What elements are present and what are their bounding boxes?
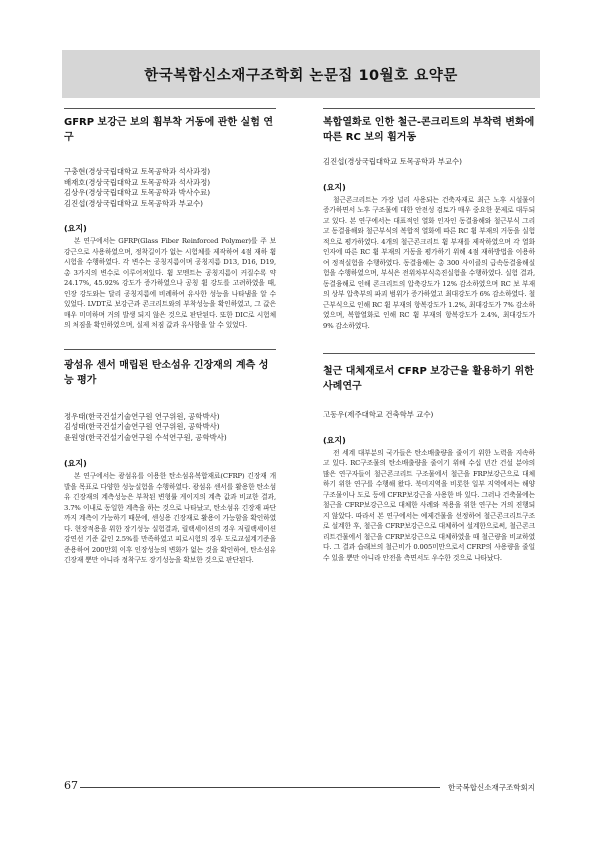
abstract-heading: (요지) bbox=[64, 224, 87, 233]
article-optical-fiber bbox=[64, 349, 276, 566]
author: 김진섭(경상국립대학교 토목공학과 부교수) bbox=[64, 198, 203, 208]
article-combined-deterioration bbox=[323, 108, 535, 331]
article-gfrp bbox=[64, 108, 276, 331]
abstract-text: 전 세계 대부분의 국가들은 탄소배출량을 줄이기 위한 노력을 지속하고 있다. RC구조물의 탄소배출량을 줄이기 위해 수십 년간 건설 분야의 많은 연구자들이 철근콘크리트 구조물에서 철근을 FRP보강근으로 대체하기 위한 연구를 수행해 왔다. 북미지역을 비롯한 일부 지역에서는 해양구조물이나 도로 등에 CFRP보강근을 사용한 바 있다. 그러나 건축물에는 철근을 CFRP보강근으로 대체한 사례와 적용을 위한 연구는 거의 진행되지 않았다. 따라서 본 연구에서는 예제건물을 선정하여 철근콘크리트구조로 설계한 후, 철근을 CFRP보강근으로 대체하여 설계한으로써, 철근콘크리트건물에서 철근을 CFRP보강근으로 대체하였을 때 철근량을 비교하였다. 그 결과 습래브의 철근비가 0.005미만으로서 CFRP의 사용량을 줄일 수 있을 뿐만 아니라 안전을 측면서도 우수한 것으로 나타났다. bbox=[323, 448, 535, 562]
author-list bbox=[64, 412, 276, 444]
author: 배재호(경상국립대학교 토목공학과 석사과정) bbox=[64, 177, 211, 187]
left-column bbox=[64, 108, 276, 566]
article-title: 복합열화로 인한 철근-콘크리트의 부착력 변화에 따른 RC 보의 휨거동 bbox=[323, 117, 535, 143]
abstract-heading: (요지) bbox=[64, 459, 87, 468]
author: 김성태(한국건설기술연구원 연구위원, 공학박사) bbox=[64, 422, 220, 431]
footer-rule bbox=[80, 787, 440, 788]
abstract-text: 본 연구에서는 GFRP(Glass Fiber Reinforced Polymer)를 주 보강근으로 사용하였으며, 정착길이가 없는 시험체를 제작하여 4점 재하 휨시험을 수행하였다. 각 변수는 공칭지름이며 공칭지름 D13, D16, D19, 총 3가지의 변수로 이루어져있다. 휨 모멘트는 공칭지름이 커질수록 약24.17%, 45.92% 강도가 증가하였으나 공칭 휨 강도를 고려하였을 때, 인장 강도와는 달리 공칭지름에 비례하여 유사한 성능을 나타냄을 알 수 있었다. LVDT로 보강근과 콘크리트와의 부착성능을 확인하였고, 그 값은 매우 미미하며 거의 발생 되지 않은 것으로 판단된다. 또한 DIC로 시험체의 처짐을 확인하였으며, 실제 처짐 값과 유사함을 알 수 있었다. bbox=[64, 237, 276, 329]
author: 고동우(제주대학교 건축학부 교수) bbox=[323, 410, 434, 419]
abstract-text: 철근콘크리트는 가장 널리 사용되는 건축자재로 최근 노후 시설물이 증가하면서 노후 구조물에 대한 안전성 검토가 매우 중요한 문제로 대두되고 있다. 본 연구에서는 대표적인 열화 인자인 동결융해와 철근부식 그리고 동결융해와 철근부식의 복합적 열화에 따른 RC 휨 부재의 거동을 실험적으로 평가하였다. 4개의 철근콘크리트 휨 부재를 제작하였으며 각 열화인자에 따른 RC 휨 부재의 거동을 평가하기 위해 4점 재하방법을 이용하여 정적실험을 수행하였다. 동결융해는 총 300 사이클의 급속동결융해실험을 수행하였으며, 부식은 전위차부식촉진실험을 수행하였다. 실험 결과, 동결융해로 인해 콘크리트의 압축강도가 12% 감소하였으며 RC 보 부재의 상부 압축부의 파괴 범위가 증가하였고 최대강도가 6% 감소하였다. 철근부식으로 인해 RC 휨 부재의 항복강도가 1.2%, 최대강도가 7% 감소하였으며, 복합열화로 인해 RC 휨 부재의 항복강도가 2.4%, 최대강도가 9% 감소하였다. bbox=[323, 195, 535, 330]
page-number: 67 bbox=[64, 779, 78, 792]
abstract-heading: (요지) bbox=[323, 435, 346, 445]
author: 김상우(경상국립대학교 토목공학과 박사수료) bbox=[64, 188, 211, 197]
article-cfrp-case-study bbox=[323, 353, 535, 563]
right-column bbox=[323, 108, 535, 563]
author-list bbox=[323, 157, 535, 168]
journal-name: 한국복합신소재구조학회지 bbox=[448, 783, 535, 792]
author-list bbox=[323, 410, 535, 421]
header-banner bbox=[62, 50, 540, 98]
author-list bbox=[64, 167, 276, 209]
author: 윤원영(한국건설기술연구원 수석연구원, 공학박사) bbox=[64, 432, 227, 442]
article-title: GFRP 보강근 보의 휨부착 거동에 관한 실험 연구 bbox=[64, 117, 273, 143]
author: 김진섭(경상국립대학교 토목공학과 부교수) bbox=[323, 157, 462, 166]
article-title: 철근 대체재로서 CFRP 보강근을 활용하기 위한 사례연구 bbox=[323, 366, 534, 392]
abstract-heading: (요지) bbox=[323, 182, 346, 192]
abstract-text: 본 연구에서는 광섬유를 이용한 탄소섬유복합재료(CFRP) 긴장재 개발을 목표로 다양한 성능실험을 수행하였다. 광섬유 센서를 활용한 탄소섬유 긴장재의 계측성능은 부착된 변형률 게이지의 계측 값과 비교한 결과, 3.7% 이내로 동일한 계측을 하는 것으로 나타났고, 탄소섬유 긴장재 파단까지 계측이 가능하기 때문에, 센싱용 긴장재로 활용이 가능함을 확인하였다. 현장적용을 위한 장기성능 실험결과, 릴랙세이션의 경우 저릴랙세이션 강연선 기준 값인 2.5%를 만족하였고 피로시험의 경우 도로교설계기준을 준용하여 200만회 이후 인장성능의 변화가 없는 것을 확인하여, 탄소섬유 긴장재 뿐만 아니라 정착구도 장기성능을 확보한 것으로 판단된다. bbox=[64, 472, 276, 564]
page-title: 한국복합신소재구조학회 논문집 10월호 요약문 bbox=[144, 67, 458, 84]
article-title: 광섬유 센서 매립된 탄소섬유 긴장재의 계측 성능 평가 bbox=[64, 359, 269, 386]
author: 정우태(한국건설기술연구원 연구위원, 공학박사) bbox=[64, 411, 220, 421]
author: 구충현(경상국립대학교 토목공학과 석사과정) bbox=[64, 167, 211, 176]
